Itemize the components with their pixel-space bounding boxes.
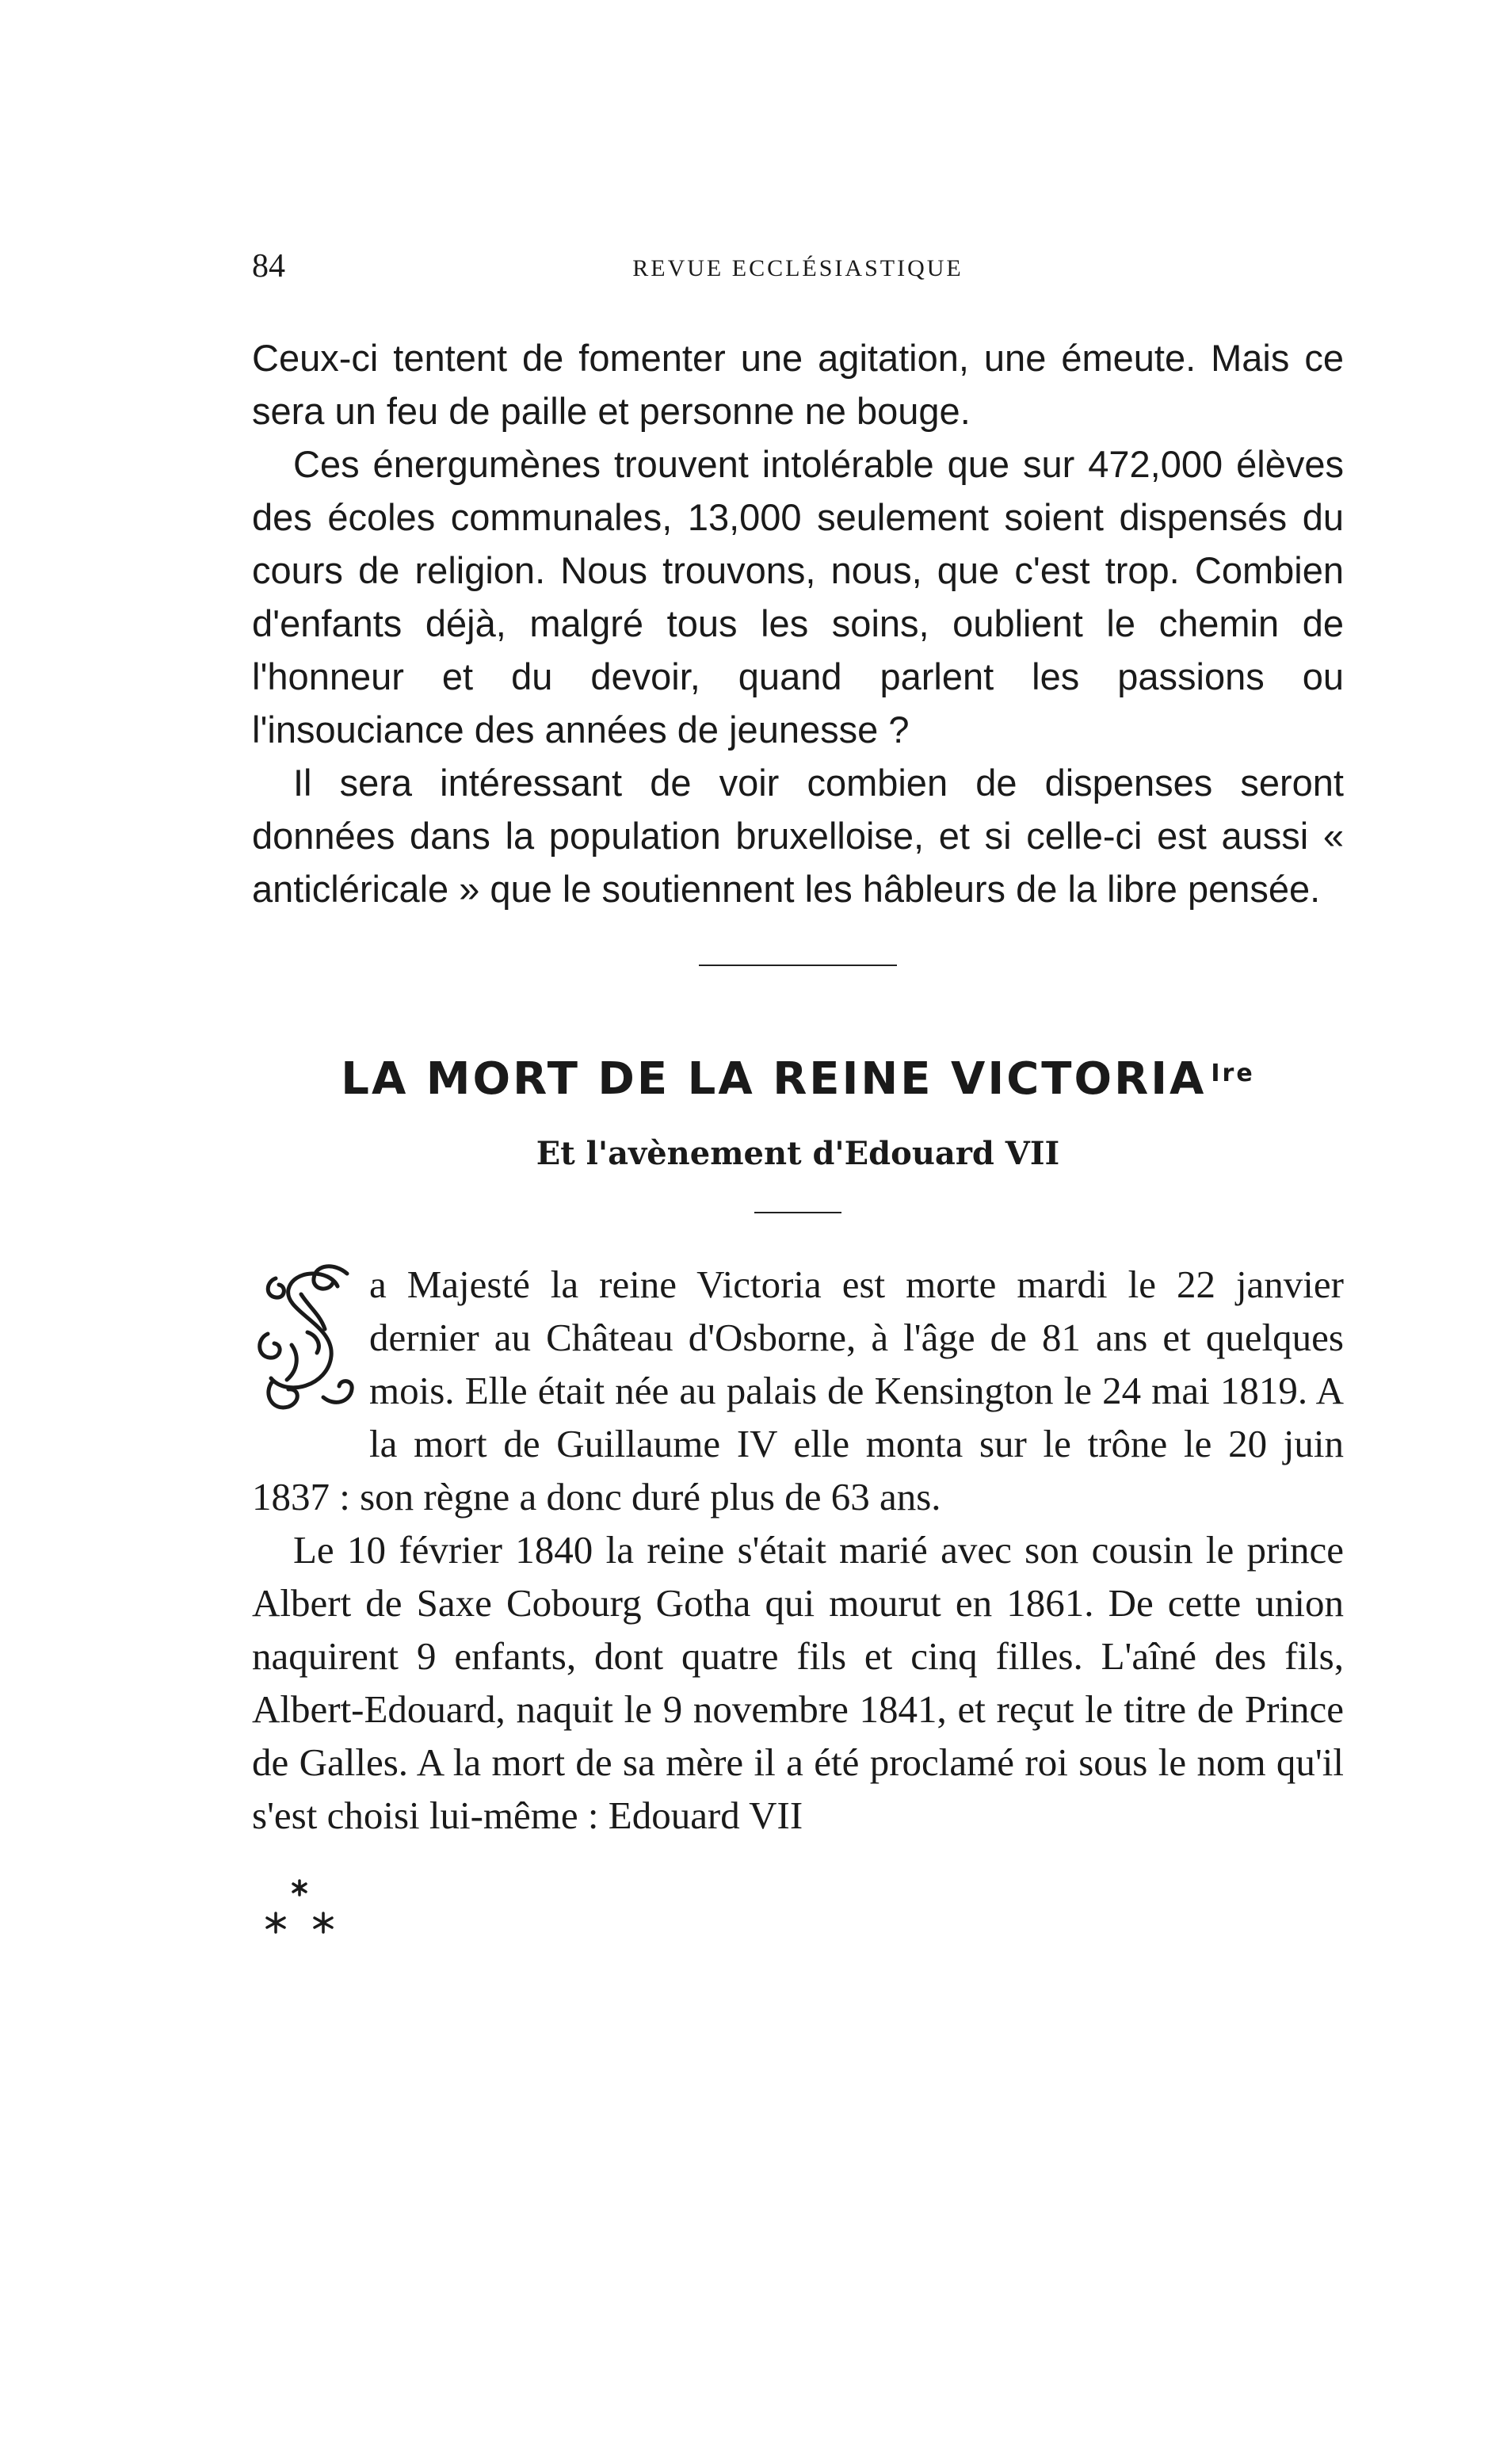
page-number: 84 xyxy=(252,248,285,285)
page xyxy=(252,238,1344,1948)
article-subtitle: Et l'avènement d'Edouard VII xyxy=(536,1135,1060,1172)
paragraph-1: Ceux-ci tentent de fomenter une agitation, une émeute. Mais ce sera un feu de paille et personne ne bouge. xyxy=(252,337,1344,432)
running-head xyxy=(252,238,1344,285)
article-paragraph-2: Le 10 février 1840 la reine s'était marié avec son cousin le prince Albert de Saxe Cobourg Gotha qui mourut en 1861. De cette union naquirent 9 enfants, dont quatre fils et cinq filles. L'aîné des fils, Albert-Edouard, naquit le 9 novembre 1841, et reçut le titre de Prince de Galles. A la mort de sa mère il a été proclamé roi sous le nom qu'il s'est choisi lui-même : Edouard VII xyxy=(252,1528,1344,1837)
article-body xyxy=(252,1258,1344,1842)
paragraph-2: Ces énergumènes trouvent intolérable que sur 472,000 élèves des écoles communales, 13,000 seulement soient dispensés du cours de religion. Nous trouvons, nous, que c'est trop. Combien d'enfants déjà, malgré tous les soins, oublient le chemin de l'honneur et du devoir, quand parlent les passions ou l'insouciance des années de jeunesse ? xyxy=(252,443,1344,751)
asterism-icon xyxy=(252,1874,347,1945)
journal-title: REVUE ECCLÉSIASTIQUE xyxy=(632,255,963,281)
drop-cap-s-icon xyxy=(252,1263,363,1418)
article-paragraph-1 xyxy=(252,1258,1344,1523)
article-title xyxy=(252,1053,1344,1105)
section-divider xyxy=(699,965,897,966)
previous-article-text xyxy=(252,331,1344,915)
paragraph-3: Il sera intéressant de voir combien de dispenses seront données dans la population bruxelloise, et si celle-ci est aussi « anticléricale » que le soutiennent les hâbleurs de la libre pensée. xyxy=(252,762,1344,910)
article-title-text: LA MORT DE LA REINE VICTORIA xyxy=(341,1053,1207,1105)
article-paragraph-1-text: a Majesté la reine Victoria est morte mardi le 22 janvier dernier au Château d'Osborne, à l'âge de 81 ans et quelques mois. Elle était née au palais de Kensington le 24 mai 1819. A la mort de Guillaume IV elle monta sur le trône le 20 juin 1837 : son règne a donc duré plus de 63 ans. xyxy=(252,1263,1344,1519)
article-title-suffix: Ire xyxy=(1211,1060,1255,1087)
title-divider xyxy=(754,1212,841,1213)
